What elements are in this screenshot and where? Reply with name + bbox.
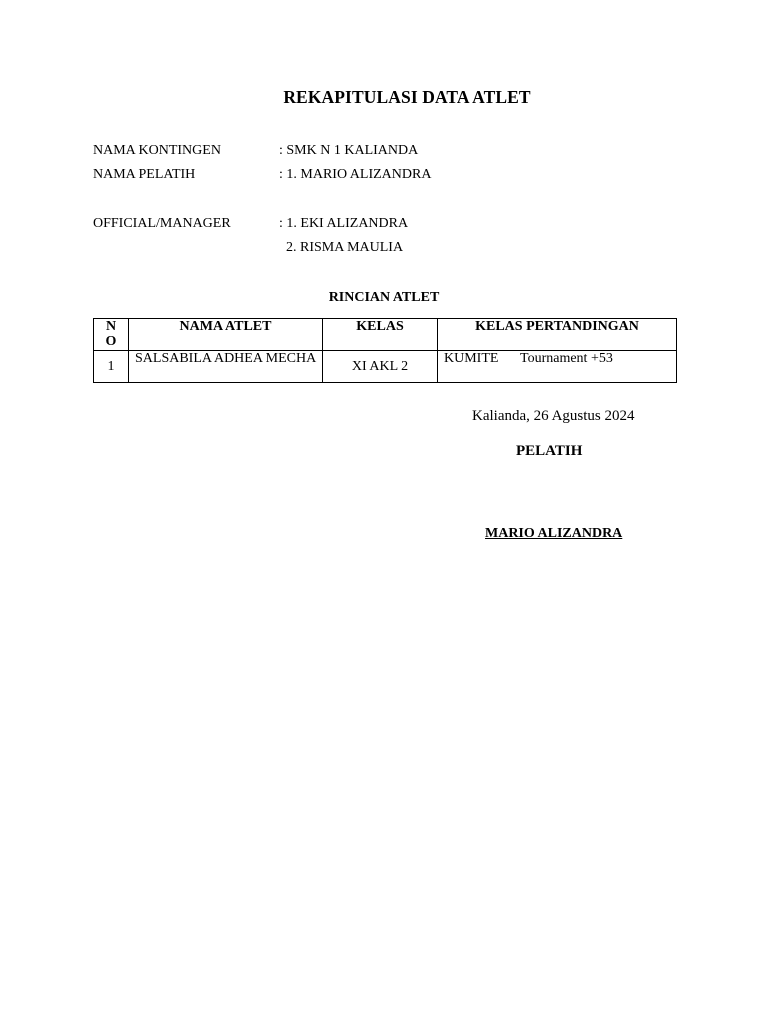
cell-kategori: KUMITE xyxy=(444,351,499,366)
cell-nama-atlet: SALSABILA ADHEA MECHA xyxy=(129,351,323,383)
table-row xyxy=(94,351,677,383)
signature-name: MARIO ALIZANDRA xyxy=(485,526,623,541)
signature-place-date: Kalianda, 26 Agustus 2024 xyxy=(472,408,635,424)
pelatih-value: : 1. MARIO ALIZANDRA xyxy=(279,167,432,182)
official-value-2: 2. RISMA MAULIA xyxy=(286,240,404,255)
kontingen-label: NAMA KONTINGEN xyxy=(93,143,221,158)
cell-no: 1 xyxy=(94,351,129,383)
pelatih-label: NAMA PELATIH xyxy=(93,167,196,182)
official-label: OFFICIAL/MANAGER xyxy=(93,216,231,231)
document-title: REKAPITULASI DATA ATLET xyxy=(283,87,531,107)
rincian-title: RINCIAN ATLET xyxy=(328,290,440,305)
header-kelas: KELAS xyxy=(323,319,438,351)
header-nama-atlet: NAMA ATLET xyxy=(129,319,323,351)
athlete-table xyxy=(93,318,677,383)
table-header-row xyxy=(94,319,677,351)
cell-kelas: XI AKL 2 xyxy=(323,351,438,383)
kontingen-value: : SMK N 1 KALIANDA xyxy=(279,143,419,158)
official-value-1: : 1. EKI ALIZANDRA xyxy=(279,216,409,231)
header-no: NO xyxy=(94,319,129,351)
signature-role: PELATIH xyxy=(516,443,583,459)
cell-pertandingan: Tournament +53 xyxy=(520,351,613,366)
header-kelas-pertandingan: KELAS PERTANDINGAN xyxy=(438,319,677,351)
cell-kelas-pertandingan xyxy=(438,351,677,383)
